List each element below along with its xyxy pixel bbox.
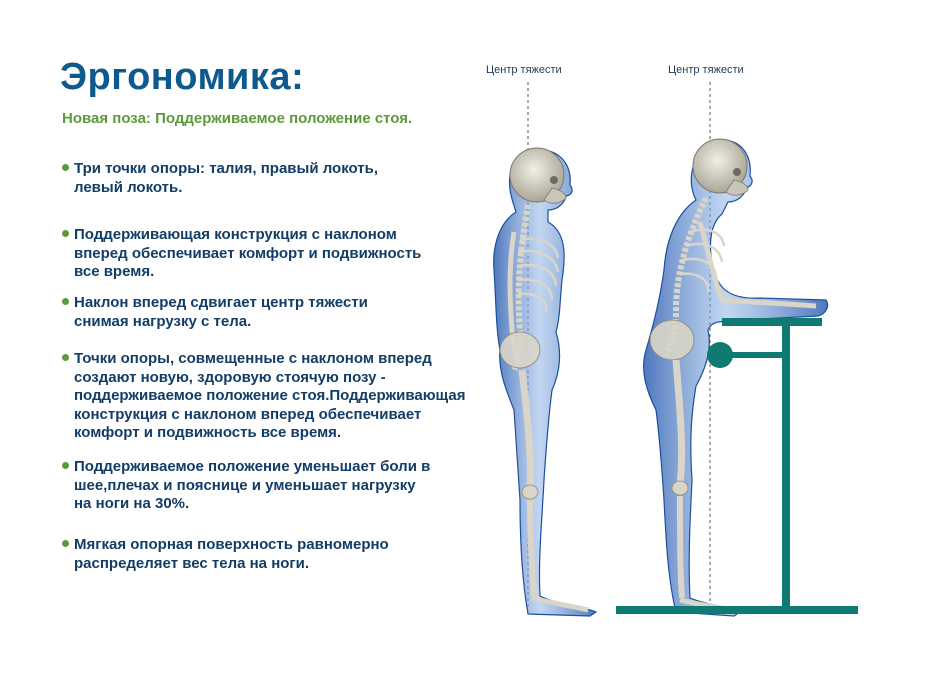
page-title: Эргономика:	[60, 56, 305, 98]
bullet-line: поддерживаемое положение стоя.Поддерживающая	[74, 387, 466, 404]
bullet-line: Три точки опоры: талия, правый локоть,	[74, 160, 379, 177]
bullet-line: комфорт и подвижность все время.	[74, 424, 342, 441]
supported-leaning-figure	[644, 139, 828, 616]
bullet-line: левый локоть.	[74, 178, 183, 196]
bullet-line: конструкция с наклоном вперед обеспечивает	[74, 405, 422, 423]
bullet-line: создают новую, здоровую стоячую позу -	[74, 368, 386, 386]
bullet-line: на ноги на 30%.	[74, 495, 190, 512]
bullet-line: Точки опоры, совмещенные с наклоном вперед	[74, 350, 432, 367]
center-of-gravity-label-right: Центр тяжести	[668, 64, 744, 76]
bullet-line: все время.	[74, 263, 155, 280]
bullet-line: распределяет вес тела на ноги.	[74, 554, 310, 572]
bullet-line: Мягкая опорная поверхность равномерно	[74, 536, 389, 553]
bullet-line: Поддерживающая конструкция с наклоном	[74, 226, 397, 243]
center-of-gravity-label-left: Центр тяжести	[486, 64, 562, 76]
upright-standing-figure	[494, 148, 596, 616]
page-subtitle: Новая поза: Поддерживаемое положение стоя.	[62, 110, 413, 127]
bullet-line: вперед обеспечивает комфорт и подвижность	[74, 244, 422, 262]
bullet-line: Поддерживаемое положение уменьшает боли в	[74, 458, 431, 475]
bullet-line: Наклон вперед сдвигает центр тяжести	[74, 294, 368, 311]
bullet-line: шее,плечах и пояснице и уменьшает нагрузку	[74, 476, 416, 494]
bullet-line: снимая нагрузку с тела.	[74, 312, 252, 330]
